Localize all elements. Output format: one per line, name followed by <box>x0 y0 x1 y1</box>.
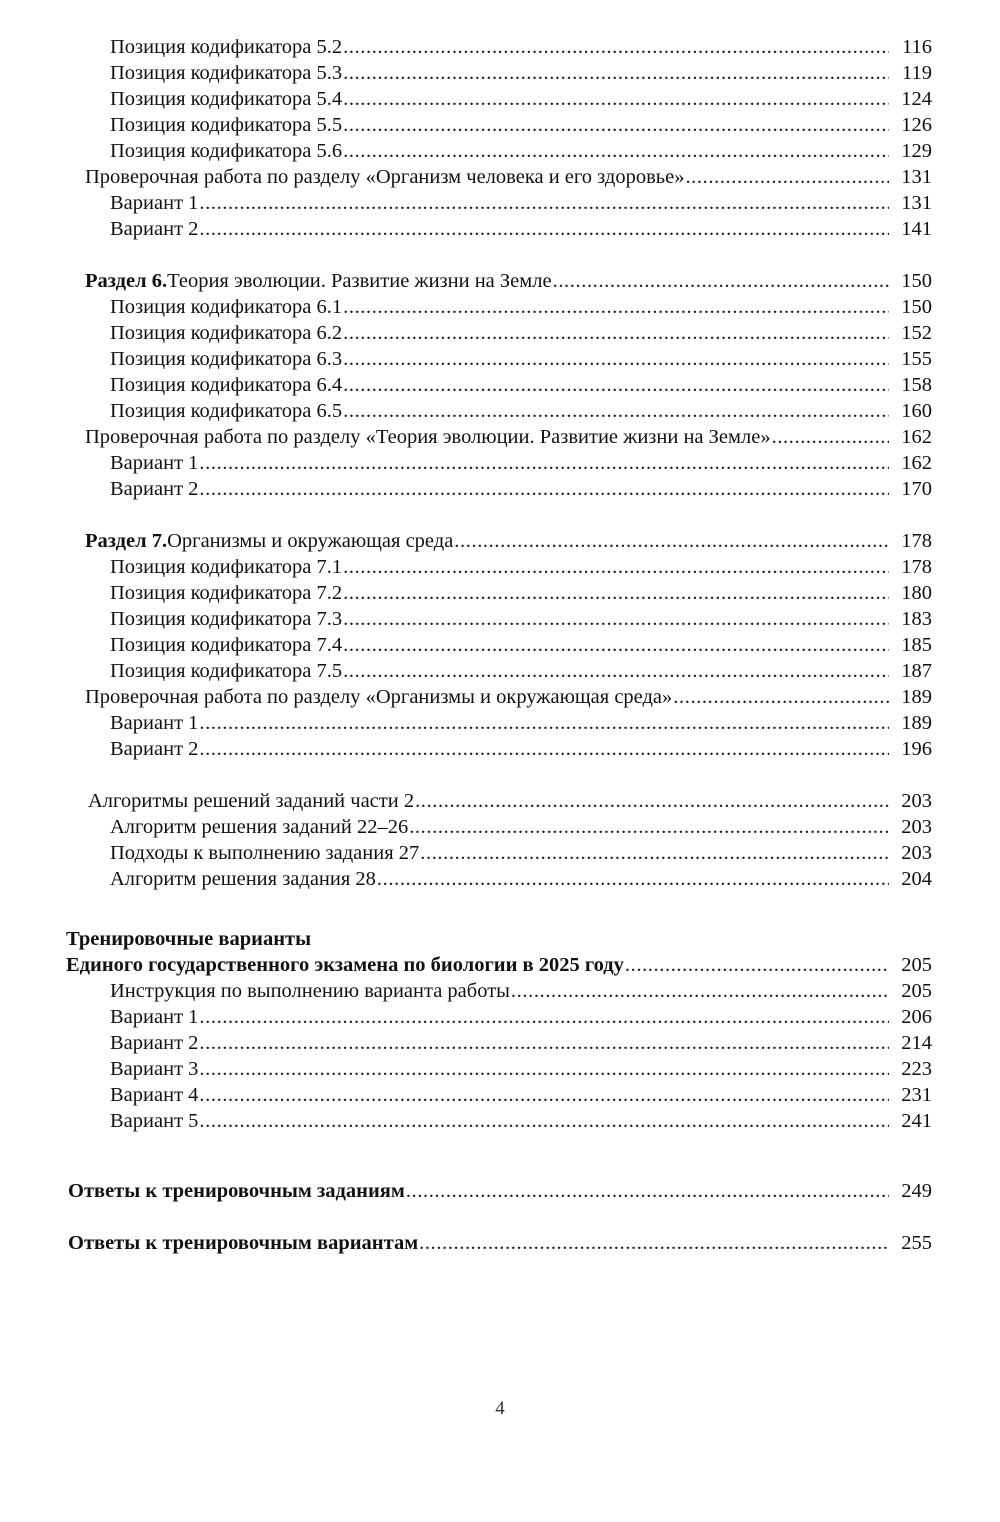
toc-entry-title: Вариант 2 <box>110 1032 199 1054</box>
toc-entry-page: 170 <box>901 478 932 500</box>
dot-leader <box>343 661 889 682</box>
group-spacer <box>0 502 1000 528</box>
training-heading-line2-text: Единого государственного экзамена по биологии в 2025 году <box>66 954 624 976</box>
dot-leader <box>406 1181 889 1202</box>
dot-leader <box>199 479 889 500</box>
dot-leader <box>199 713 889 734</box>
toc-entry-title: Проверочная работа по разделу «Организм человека и его здоровье» <box>85 166 685 188</box>
toc-entry-page: 141 <box>901 218 932 240</box>
training-heading-line2[interactable] <box>0 952 1000 978</box>
dot-leader <box>409 817 889 838</box>
toc-group-algorithms <box>0 788 1000 892</box>
toc-entry-title: Вариант 1 <box>110 1006 199 1028</box>
toc-entry-page: 150 <box>901 270 932 292</box>
toc-entry[interactable] <box>0 112 1000 138</box>
answers-spacer <box>0 1204 1000 1230</box>
toc-entry-title: Инструкция по выполнению варианта работы <box>110 980 510 1002</box>
toc-entry[interactable] <box>0 476 1000 502</box>
dot-leader <box>343 37 889 58</box>
toc-entry-title: Позиция кодификатора 6.2 <box>110 322 343 344</box>
toc-entry[interactable] <box>0 580 1000 606</box>
dot-leader <box>685 167 889 188</box>
toc-entry-page: 255 <box>901 1232 932 1254</box>
toc-entry[interactable] <box>0 1004 1000 1030</box>
toc-entry-page: 152 <box>901 322 932 344</box>
toc-entry-page: 185 <box>901 634 932 656</box>
toc-entry-title: Вариант 2 <box>110 478 199 500</box>
toc-entry-page: 214 <box>901 1032 932 1054</box>
dot-leader <box>343 89 889 110</box>
training-heading-line1-text: Тренировочные варианты <box>66 928 312 950</box>
toc-entry[interactable] <box>0 86 1000 112</box>
dot-leader <box>343 297 889 318</box>
toc-entry-title: Вариант 3 <box>110 1058 199 1080</box>
toc-entry[interactable] <box>0 320 1000 346</box>
dot-leader <box>343 635 889 656</box>
dot-leader <box>199 219 889 240</box>
toc-entry-page: 189 <box>901 712 932 734</box>
toc-entry-page: 249 <box>901 1180 932 1202</box>
toc-entry-test-work[interactable] <box>0 164 1000 190</box>
toc-entry-page: 131 <box>901 166 932 188</box>
dot-leader <box>343 63 889 84</box>
toc-entry-answers-tasks[interactable] <box>0 1178 1000 1204</box>
toc-entry-page: 205 <box>901 954 932 976</box>
toc-entry-title: Позиция кодификатора 7.3 <box>110 608 343 630</box>
toc-entry[interactable] <box>0 866 1000 892</box>
toc-entry-page: 131 <box>901 192 932 214</box>
toc-entry-title: Подходы к выполнению задания 27 <box>110 842 420 864</box>
dot-leader <box>343 609 889 630</box>
toc-section-number: Раздел 6. <box>85 270 168 292</box>
toc-entry-page: 183 <box>901 608 932 630</box>
dot-leader <box>625 955 889 976</box>
dot-leader <box>199 1007 889 1028</box>
toc-entry[interactable] <box>0 346 1000 372</box>
toc-entry-title: Позиция кодификатора 7.4 <box>110 634 343 656</box>
group-spacer <box>0 242 1000 268</box>
toc-entry-title: Организмы и окружающая среда <box>167 530 454 552</box>
dot-leader <box>199 453 889 474</box>
dot-leader <box>199 1059 889 1080</box>
toc-entry[interactable] <box>0 34 1000 60</box>
dot-leader <box>553 271 889 292</box>
toc-entry[interactable] <box>0 710 1000 736</box>
toc-entry-page: 178 <box>901 530 932 552</box>
toc-entry-page: 160 <box>901 400 932 422</box>
toc-entry-page: 119 <box>902 62 932 84</box>
toc-entry-page: 124 <box>901 88 932 110</box>
toc-entry-page: 203 <box>901 790 932 812</box>
dot-leader <box>199 1033 889 1054</box>
toc-entry[interactable] <box>0 606 1000 632</box>
toc-entry[interactable] <box>0 294 1000 320</box>
toc-entry-page: 204 <box>901 868 932 890</box>
toc-entry-title: Позиция кодификатора 7.5 <box>110 660 343 682</box>
toc-entry-page: 203 <box>901 842 932 864</box>
toc-entry[interactable] <box>0 398 1000 424</box>
toc-entry-title: Позиция кодификатора 5.3 <box>110 62 343 84</box>
toc-entry-page: 196 <box>901 738 932 760</box>
toc-entry-title: Позиция кодификатора 5.2 <box>110 36 343 58</box>
dot-leader <box>343 583 889 604</box>
dot-leader <box>454 531 889 552</box>
top-spacer <box>0 0 1000 34</box>
toc-entry-page: 187 <box>901 660 932 682</box>
dot-leader <box>199 739 889 760</box>
toc-entry[interactable] <box>0 736 1000 762</box>
toc-entry[interactable] <box>0 978 1000 1004</box>
toc-entry-answers-variants[interactable] <box>0 1230 1000 1256</box>
toc-entry-section-heading[interactable] <box>0 528 1000 554</box>
dot-leader <box>343 401 889 422</box>
toc-entry[interactable] <box>0 190 1000 216</box>
toc-entry-page: 223 <box>901 1058 932 1080</box>
dot-leader <box>511 981 889 1002</box>
toc-entry-title: Позиция кодификатора 7.1 <box>110 556 343 578</box>
toc-entry-page: 231 <box>901 1084 932 1106</box>
toc-entry-title: Проверочная работа по разделу «Организмы и окружающая среда» <box>85 686 673 708</box>
toc-entry-page: 203 <box>901 816 932 838</box>
toc-entry-page: 162 <box>901 452 932 474</box>
dot-leader <box>420 843 889 864</box>
toc-entry-title: Ответы к тренировочным заданиям <box>68 1180 405 1202</box>
dot-leader <box>199 1085 889 1106</box>
toc-entry-page: 116 <box>902 36 932 58</box>
toc-entry-title: Теория эволюции. Развитие жизни на Земле <box>167 270 552 292</box>
toc-section-number: Раздел 7. <box>85 530 168 552</box>
toc-entry-page: 189 <box>901 686 932 708</box>
toc-entry[interactable] <box>0 1056 1000 1082</box>
toc-entry-page: 126 <box>901 114 932 136</box>
toc-entry-page: 178 <box>901 556 932 578</box>
toc-entry-title: Позиция кодификатора 5.5 <box>110 114 343 136</box>
toc-entry[interactable] <box>0 658 1000 684</box>
dot-leader <box>343 115 889 136</box>
dot-leader <box>199 1111 889 1132</box>
toc-entry-title: Позиция кодификатора 6.5 <box>110 400 343 422</box>
toc-entry-title: Проверочная работа по разделу «Теория эволюции. Развитие жизни на Земле» <box>85 426 771 448</box>
toc-entry-algorithms-heading[interactable] <box>0 788 1000 814</box>
toc-entry-title: Позиция кодификатора 6.4 <box>110 374 343 396</box>
toc-entry-title: Вариант 4 <box>110 1084 199 1106</box>
group-spacer <box>0 1134 1000 1178</box>
toc-entry[interactable] <box>0 814 1000 840</box>
toc-entry[interactable] <box>0 60 1000 86</box>
toc-group-section-7 <box>0 528 1000 762</box>
dot-leader <box>772 427 889 448</box>
dot-leader <box>343 557 889 578</box>
toc-entry-title: Алгоритм решения задания 28 <box>110 868 376 890</box>
toc-entry-page: 158 <box>901 374 932 396</box>
dot-leader <box>343 375 889 396</box>
toc-entry[interactable] <box>0 216 1000 242</box>
toc-entry[interactable] <box>0 372 1000 398</box>
toc-entry-section-heading[interactable] <box>0 268 1000 294</box>
toc-entry[interactable] <box>0 632 1000 658</box>
dot-leader <box>415 791 889 812</box>
dot-leader <box>199 193 889 214</box>
dot-leader <box>377 869 889 890</box>
toc-entry-title: Позиция кодификатора 6.3 <box>110 348 343 370</box>
toc-entry[interactable] <box>0 840 1000 866</box>
group-spacer <box>0 762 1000 788</box>
toc-entry-title: Вариант 1 <box>110 452 199 474</box>
toc-entry-title: Вариант 5 <box>110 1110 199 1132</box>
toc-entry-page: 129 <box>901 140 932 162</box>
group-spacer <box>0 892 1000 926</box>
dot-leader <box>343 323 889 344</box>
dot-leader <box>673 687 889 708</box>
toc-entry[interactable] <box>0 450 1000 476</box>
toc-entry-test-work[interactable] <box>0 684 1000 710</box>
toc-entry-title: Вариант 2 <box>110 738 199 760</box>
training-heading-line1 <box>0 926 1000 952</box>
toc-entry[interactable] <box>0 1108 1000 1134</box>
toc-entry-page: 155 <box>901 348 932 370</box>
toc-entry-title: Алгоритм решения заданий 22–26 <box>110 816 409 838</box>
dot-leader <box>343 141 889 162</box>
toc-entry-title: Позиция кодификатора 5.6 <box>110 140 343 162</box>
toc-entry-page: 150 <box>901 296 932 318</box>
dot-leader <box>419 1233 889 1254</box>
toc-entry-title: Алгоритмы решений заданий части 2 <box>88 790 415 812</box>
toc-entry-title: Ответы к тренировочным вариантам <box>68 1232 419 1254</box>
toc-entry[interactable] <box>0 1082 1000 1108</box>
page-number: 4 <box>495 1398 505 1419</box>
toc-entry-title: Вариант 2 <box>110 218 199 240</box>
dot-leader <box>343 349 889 370</box>
toc-group-training-variants <box>0 926 1000 1134</box>
toc-entry-title: Вариант 1 <box>110 192 199 214</box>
toc-entry-page: 241 <box>901 1110 932 1132</box>
toc-entry-page: 162 <box>901 426 932 448</box>
toc-entry[interactable] <box>0 138 1000 164</box>
toc-group-section-5-tail <box>0 34 1000 242</box>
toc-entry-title: Позиция кодификатора 6.1 <box>110 296 343 318</box>
toc-group-answers <box>0 1178 1000 1256</box>
toc-group-section-6 <box>0 268 1000 502</box>
toc-entry-page: 205 <box>901 980 932 1002</box>
toc-entry-page: 206 <box>901 1006 932 1028</box>
toc-entry[interactable] <box>0 554 1000 580</box>
toc-entry-title: Позиция кодификатора 5.4 <box>110 88 343 110</box>
toc-entry[interactable] <box>0 1030 1000 1056</box>
toc-entry-page: 180 <box>901 582 932 604</box>
toc-entry-title: Позиция кодификатора 7.2 <box>110 582 343 604</box>
toc-entry-title: Вариант 1 <box>110 712 199 734</box>
toc-entry-test-work[interactable] <box>0 424 1000 450</box>
